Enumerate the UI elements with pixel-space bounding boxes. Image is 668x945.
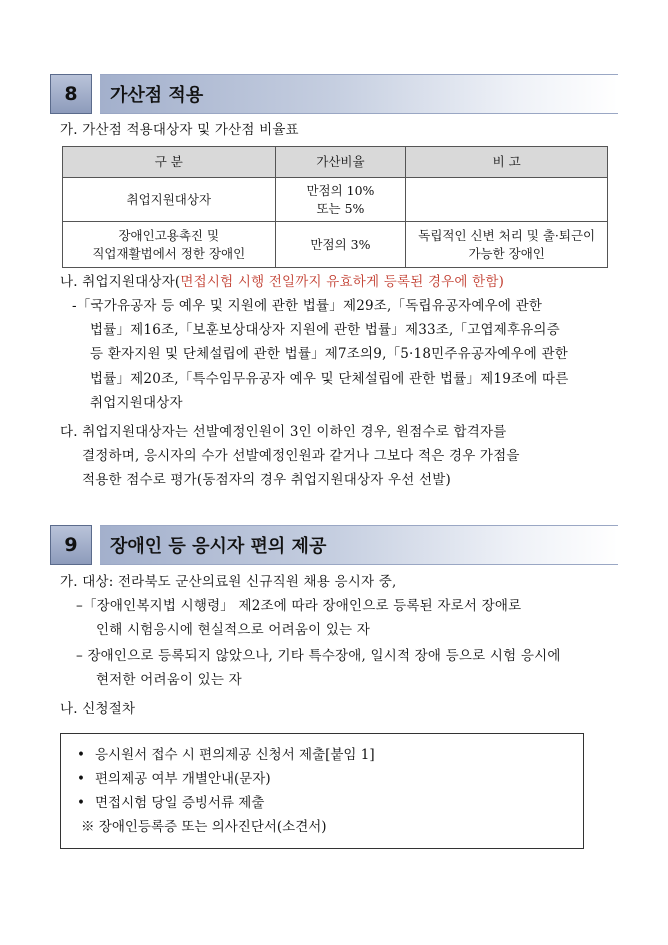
section-9-number: 9 (50, 525, 92, 565)
target-line: – 장애인으로 등록되지 않았으나, 기타 특수장애, 일시적 장애 등으로 시험 응시에 (76, 648, 561, 664)
law-line: 취업지원대상자 (90, 395, 183, 411)
law-line: 등 환자지원 및 단체설립에 관한 법률」제7조의9,「5·18민주유공자예우에 관한 (90, 346, 569, 362)
rate-line: 또는 5% (316, 200, 365, 216)
table-cell-note (406, 222, 608, 268)
table-header-note: 비 고 (406, 147, 608, 178)
table-cell-rate (275, 178, 406, 222)
section-8-da-cont: 결정하며, 응시자의 수가 선발예정인원과 같거나 그보다 적은 경우 가점을 (82, 448, 520, 464)
section-8-title: 가산점 적용 (100, 74, 618, 114)
law-line: 법률」제16조,「보훈보상대상자 지원에 관한 법률」제33조,「고엽제후유의증 (90, 322, 560, 338)
box-note: ※ 장애인등록증 또는 의사진단서(소견서) (81, 819, 327, 835)
na-prefix: 나. 취업지원대상자( (60, 274, 181, 290)
bullet-icon: • (77, 771, 85, 787)
na-highlight: 면접시험 시행 전일까지 유효하게 등록된 경우에 한함 (180, 274, 499, 290)
bullet-icon: • (77, 747, 85, 763)
table-row (63, 222, 608, 268)
note-line: 가능한 장애인 (468, 245, 545, 261)
list-item-text: 면접시험 당일 증빙서류 제출 (95, 795, 265, 811)
table-row (63, 178, 608, 222)
section-9-ga: 가. 대상: 전라북도 군산의료원 신규직원 채용 응시자 중, (60, 574, 397, 590)
section-8-header (50, 74, 618, 114)
section-9-na: 나. 신청절차 (60, 701, 136, 717)
list-item-text: 응시원서 접수 시 편의제공 신청서 제출[붙임 1] (95, 747, 375, 763)
category-line: 직업재활법에서 정한 장애인 (92, 245, 246, 261)
law-line: -「국가유공자 등 예우 및 지원에 관한 법률」제29조,「독립유공자예우에 관한 (72, 298, 543, 314)
section-8-da: 다. 취업지원대상자는 선발예정인원이 3인 이하인 경우, 원점수로 합격자를 (60, 424, 507, 440)
target-line: 현저한 어려움이 있는 자 (96, 672, 242, 688)
section-8-ga: 가. 가산점 적용대상자 및 가산점 비율표 (60, 122, 299, 138)
section-8-da-cont: 적용한 점수로 평가(동점자의 경우 취업지원대상자 우선 선발) (82, 472, 451, 488)
section-9-header (50, 525, 618, 565)
application-procedure-box (60, 733, 584, 849)
na-suffix: ) (498, 274, 505, 290)
table-cell-category (63, 222, 276, 268)
note-line: 독립적인 신변 처리 및 출·퇴근이 (418, 227, 596, 243)
table-header-category: 구 분 (63, 147, 276, 178)
list-item (77, 745, 375, 765)
target-line: 인해 시험응시에 현실적으로 어려움이 있는 자 (96, 622, 371, 638)
rate-line: 만점의 10% (306, 182, 375, 198)
table-header-rate: 가산비율 (275, 147, 406, 178)
section-9-title: 장애인 등 응시자 편의 제공 (100, 525, 618, 565)
target-line: –「장애인복지법 시행령」 제2조에 따라 장애인으로 등록된 자로서 장애로 (76, 598, 522, 614)
table-cell-rate: 만점의 3% (275, 222, 406, 268)
list-item-text: 편의제공 여부 개별안내(문자) (95, 771, 271, 787)
bullet-icon: • (77, 795, 85, 811)
table-cell-category: 취업지원대상자 (63, 178, 276, 222)
list-item (77, 769, 271, 789)
bonus-rate-table (62, 146, 608, 268)
category-line: 장애인고용촉진 및 (118, 227, 220, 243)
table-cell-note (406, 178, 608, 222)
list-item (77, 793, 264, 813)
section-8-number: 8 (50, 74, 92, 114)
law-line: 법률」제20조,「특수임무유공자 예우 및 단체설립에 관한 법률」제19조에 따른 (90, 371, 569, 387)
section-8-na (60, 272, 504, 292)
